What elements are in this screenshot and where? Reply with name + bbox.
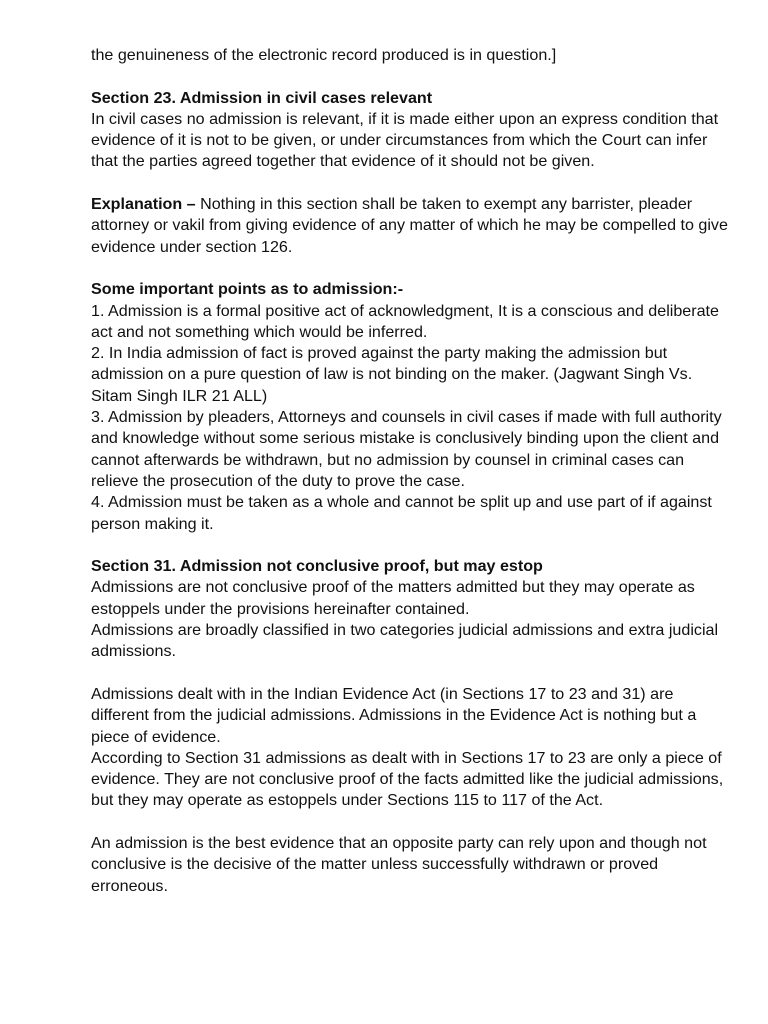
closing-paragraph: An admission is the best evidence that an opposite party can rely upon and though not conclusive is the decisive of the matter unless successfully withdrawn or proved erroneous. [91, 833, 707, 895]
spacer [91, 535, 731, 556]
section-31-paragraph: Admissions are not conclusive proof of the matters admitted but they may operate as estoppels under the provisions hereinafter contained. [91, 578, 695, 618]
point-item: 1. Admission is a formal positive act of acknowledgment, It is a conscious and deliberate act and not something which would be inferred. [91, 301, 719, 341]
section-31-paragraph: Admissions are broadly classified in two categories judicial admissions and extra judicial admissions. [91, 621, 719, 661]
point-item: 2. In India admission of fact is proved against the party making the admission but admission on a pure question of law is not binding on the maker. (Jagwant Singh Vs. Sitam Singh ILR 21 ALL) [91, 344, 693, 405]
evidence-act-paragraph: According to Section 31 admissions as dealt with in Sections 17 to 23 are only a piece of evidence. They are not conclusive proof of the facts admitted like the judicial admissions, but they may operate as estoppels under Sections 115 to 117 of the Act. [91, 748, 724, 810]
spacer [91, 258, 731, 279]
point-item: 4. Admission must be taken as a whole and cannot be split up and use part of if against person making it. [91, 493, 712, 533]
section-23-heading: Section 23. Admission in civil cases relevant [91, 88, 433, 107]
section-31-heading: Section 31. Admission not conclusive proof, but may estop [91, 557, 543, 576]
evidence-act-paragraph: Admissions dealt with in the Indian Evidence Act (in Sections 17 to 23 and 31) are different from the judicial admissions. Admissions in the Evidence Act is nothing but a piece of evidence. [91, 684, 697, 746]
spacer [91, 173, 731, 194]
intro-line: the genuineness of the electronic record produced is in question.] [91, 46, 557, 64]
spacer [91, 663, 731, 684]
document-page [91, 45, 731, 897]
spacer [91, 812, 731, 833]
explanation-body: Nothing in this section shall be taken to exempt any barrister, pleader attorney or vakil from giving evidence of any matter of which he may be compelled to give evidence under section 126. [91, 195, 728, 256]
section-23-body: In civil cases no admission is relevant, if it is made either upon an express condition that evidence of it is not to be given, or under circumstances from which the Court can infer that the parties agreed together that evidence of it should not be given. [91, 109, 719, 171]
explanation-paragraph [91, 194, 731, 258]
points-heading: Some important points as to admission:- [91, 280, 404, 299]
explanation-lead: Explanation – [91, 195, 196, 214]
spacer [91, 66, 731, 87]
point-item: 3. Admission by pleaders, Attorneys and counsels in civil cases if made with full authority and knowledge without some serious mistake is conclusively binding upon the client and cannot afterwards be withdrawn, but no admission by counsel in criminal cases can relieve the prosecution of the duty to prove the case. [91, 408, 722, 490]
